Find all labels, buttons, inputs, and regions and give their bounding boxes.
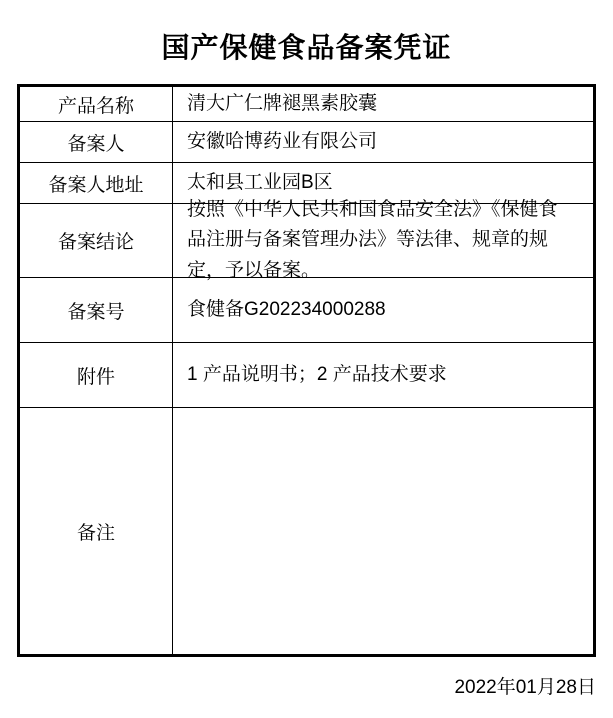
table-row-conclusion xyxy=(20,198,593,281)
row-label: 产品名称 xyxy=(20,87,173,121)
table-row-registration-number xyxy=(20,277,593,342)
certificate-table xyxy=(17,84,596,657)
row-label: 附件 xyxy=(20,343,173,407)
table-row-product-name xyxy=(20,87,593,121)
row-label: 备案人 xyxy=(20,122,173,162)
row-label: 备案人地址 xyxy=(20,163,173,203)
row-value xyxy=(173,408,593,654)
row-label: 备案结论 xyxy=(20,204,173,277)
row-value: 按照《中华人民共和国食品安全法》《保健食品注册与备案管理办法》等法律、规章的规定，予以备案。 xyxy=(187,198,558,281)
row-label: 备案号 xyxy=(20,278,173,342)
row-label: 备注 xyxy=(20,408,173,654)
table-row-attachments xyxy=(20,342,593,407)
table-row-registrant xyxy=(20,121,593,162)
row-value: 清大广仁牌褪黑素胶囊 xyxy=(187,92,378,114)
table-row-remarks xyxy=(20,407,593,654)
issue-date: 2022年01月28日 xyxy=(454,677,596,698)
page-title: 国产保健食品备案凭证 xyxy=(161,33,452,64)
row-value: 食健备G202234000288 xyxy=(187,298,386,320)
row-value: 安徽哈博药业有限公司 xyxy=(187,130,378,152)
row-value: 1 产品说明书；2 产品技术要求 xyxy=(187,363,447,385)
row-value: 太和县工业园B区 xyxy=(187,171,333,193)
